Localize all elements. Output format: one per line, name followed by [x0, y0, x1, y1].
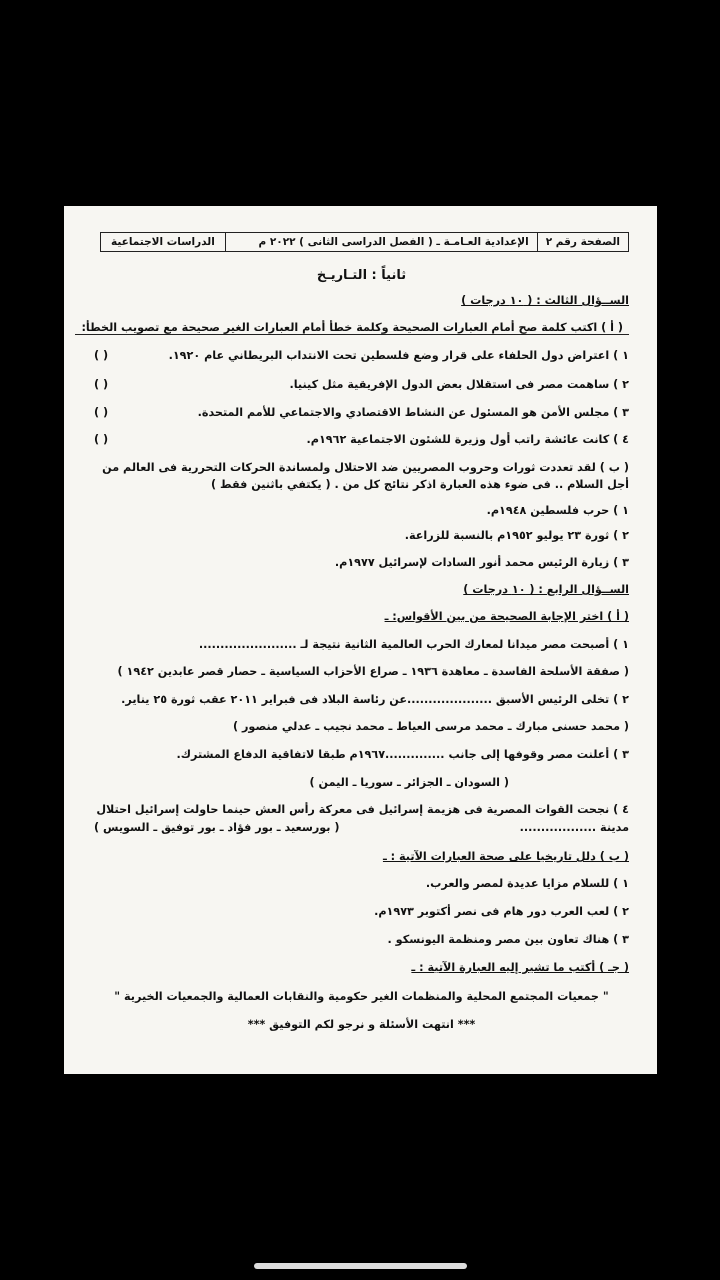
q4-a-question: ١ ) أصبحت مصر ميدانا لمعارك الحرب العالمية الثانية نتيجة لـ ....................... — [198, 638, 629, 651]
page-number: الصفحة رقم ٢ — [537, 233, 628, 251]
exam-title: الإعدادية العـامـة ـ ( الفصل الدراسى الثانى ) ٢٠٢٢ م — [258, 236, 529, 248]
q4-b-item: ٣ ) هناك تعاون بين مصر ومنظمة اليونسكو . — [387, 933, 629, 946]
q3-a-item-text: ١ ) اعتراض دول الحلفاء على قرار وضع فلسطين تحت الانتداب البريطاني عام ١٩٢٠. — [168, 349, 629, 362]
q4-a-instruction: ( أ ) اختر الإجابة الصحيحة من بين الأقواس: ـ — [384, 610, 629, 623]
q3-b-item: ٢ ) ثورة ٢٣ يوليو ١٩٥٢م بالنسبة للزراعة. — [404, 529, 629, 542]
q4-a-choices: ( بورسعيد ـ بور فؤاد ـ بور توفيق ـ السويس ) — [94, 821, 340, 834]
footer-text: *** انتهت الأسئلة و نرجو لكم التوفيق *** — [247, 1018, 476, 1031]
section-title: ثانياً : التـاريـخ — [316, 268, 407, 283]
subject-name: الدراسات الاجتماعية — [101, 233, 226, 251]
q3-a-item-text: ٤ ) كانت عائشة راتب أول وزيرة للشئون الاجتماعية ١٩٦٢م. — [306, 433, 629, 446]
page-header — [100, 232, 629, 252]
q3-a-item — [94, 349, 629, 362]
q4-title: الســؤال الرابع : ( ١٠ درجات ) — [463, 583, 629, 596]
q3-a-instruction: ( أ ) اكتب كلمة صح أمام العبارات الصحيحة وكلمة خطأ أمام العبارات الغير صحيحة مع تصويب الخطأ: — [75, 321, 629, 335]
answer-blank: ( ) — [94, 433, 109, 446]
q4-a-choices: ( محمد حسنى مبارك ـ محمد مرسى العياط ـ محمد نجيب ـ عدلي منصور ) — [232, 720, 629, 733]
home-indicator[interactable] — [254, 1263, 467, 1269]
q4-b-item: ١ ) للسلام مزايا عديدة لمصر والعرب. — [425, 877, 629, 890]
q3-b-item: ١ ) حرب فلسطين ١٩٤٨م. — [486, 504, 629, 517]
q3-b-line2: أجل السلام .. فى ضوء هذه العبارة اذكر نتائج كل من . ( يكتفي باثنين فقط ) — [210, 478, 629, 491]
answer-blank: ( ) — [94, 349, 109, 362]
q4-a-question: ٣ ) أعلنت مصر وقوفها إلى جانب ..............١٩٦٧م طبقا لاتفاقية الدفاع المشترك. — [176, 748, 629, 761]
answer-blank: ( ) — [94, 378, 109, 391]
q4-a-question: ٢ ) تخلى الرئيس الأسبق ....................عن رئاسة البلاد فى فبراير ٢٠١١ عقب ثورة ٢٥ يناير. — [121, 693, 629, 706]
q3-a-instruction-wrap — [81, 321, 629, 335]
q3-a-item — [94, 406, 629, 419]
q3-a-item — [94, 433, 629, 446]
q4-c-text: " جمعيات المجتمع المحلية والمنظمات الغير حكومية والنقابات العمالية والجمعيات الخيرية " — [114, 990, 609, 1003]
q4-b-instruction: ( ب ) دلل تاريخيا على صحة العبارات الآتية : ـ — [382, 850, 629, 863]
exam-document — [64, 206, 657, 1074]
q3-a-item — [94, 378, 629, 391]
q4-c-instruction: ( جـ ) أكتب ما تشير إليه العبارة الآتية : ـ — [411, 961, 629, 974]
exam-paper — [64, 206, 657, 1074]
q3-a-item-text: ٣ ) مجلس الأمن هو المسئول عن النشاط الاقتصادي والاجتماعي للأمم المتحدة. — [197, 406, 629, 419]
q4-b-item: ٢ ) لعب العرب دور هام فى نصر أكتوبر ١٩٧٣م. — [374, 905, 629, 918]
q4-a-choices: ( صفقة الأسلحة الفاسدة ـ معاهدة ١٩٣٦ ـ صراع الأحزاب السياسية ـ حصار قصر عابدين ١٩٤٢ ) — [117, 665, 629, 678]
q4-a-question-cont — [94, 821, 629, 834]
q3-title: الســؤال الثالث : ( ١٠ درجات ) — [461, 294, 629, 307]
q4-a-choices: ( السودان ـ الجزائر ـ سوريا ـ اليمن ) — [309, 776, 509, 789]
q4-a-question-line2: مدينة .................. — [519, 821, 629, 834]
q3-b-line1: ( ب ) لقد تعددت ثورات وحروب المصريين ضد الاحتلال ولمساندة الحركات التحررية فى العالم من — [102, 461, 629, 474]
q3-b-item: ٣ ) زيارة الرئيس محمد أنور السادات لإسرائيل ١٩٧٧م. — [334, 556, 629, 569]
q4-a-question: ٤ ) نجحت القوات المصرية فى هزيمة إسرائيل فى معركة رأس العش حينما حاولت إسرائيل احتلال — [96, 803, 629, 816]
q3-a-item-text: ٢ ) ساهمت مصر فى استقلال بعض الدول الإفريقية مثل كينيا. — [289, 378, 629, 391]
answer-blank: ( ) — [94, 406, 109, 419]
